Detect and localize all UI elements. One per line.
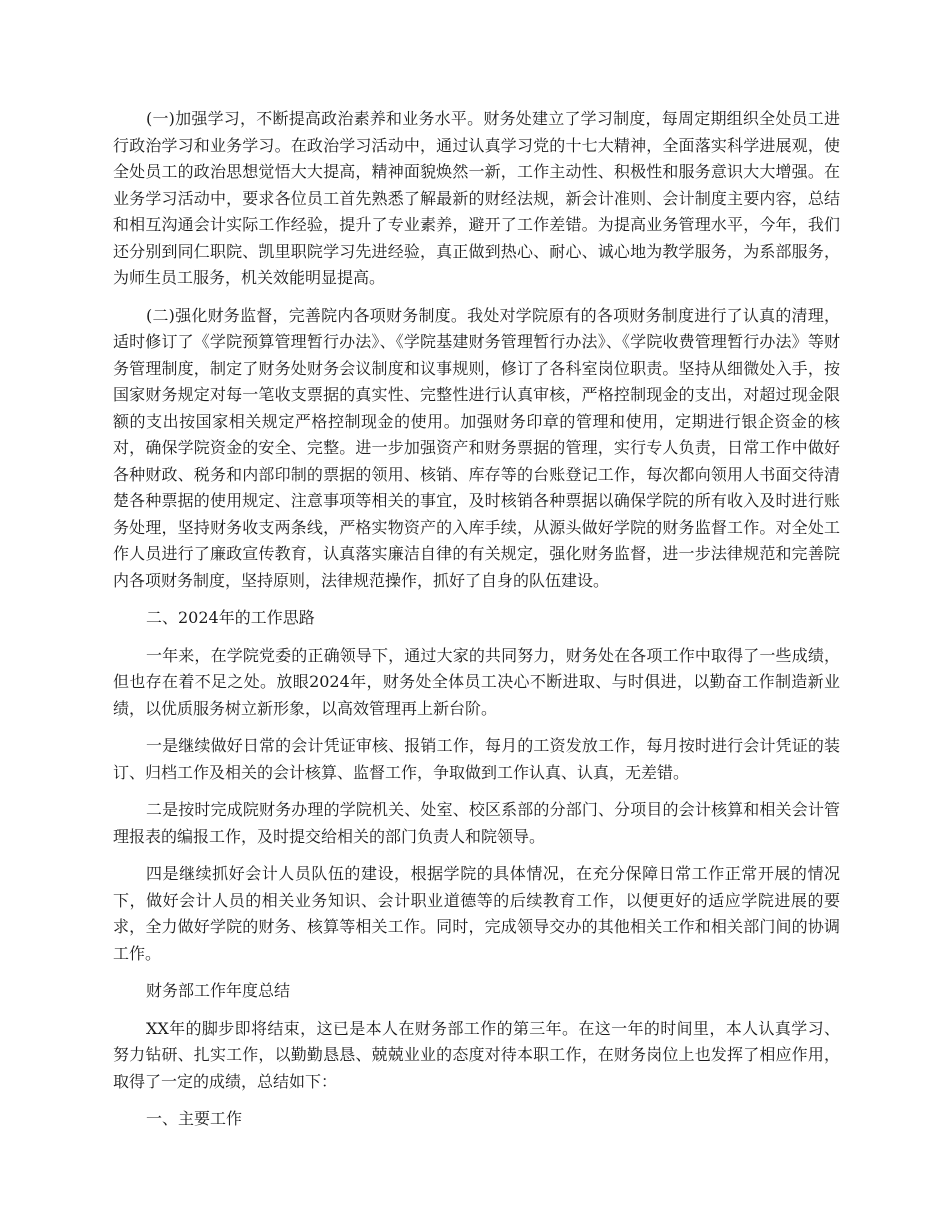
paragraph-summary-intro: XX年的脚步即将结束，这已是本人在财务部工作的第三年。在这一年的时间里，本人认真学习、努力钻研、扎实工作，以勤勤恳恳、兢兢业业的态度对待本职工作，在财务岗位上也发挥了相应作用，取得了一定的成绩，总结如下： [113, 1018, 840, 1091]
paragraph-point-one: 一是继续做好日常的会计凭证审核、报销工作，每月的工资发放工作，每月按时进行会计凭证的装订、归档工作及相关的会计核算、监督工作，争取做到工作认真、认真，无差错。 [113, 736, 840, 782]
heading-2024-work-ideas: 二、2024年的工作思路 [146, 608, 315, 627]
heading-main-work: 一、主要工作 [146, 1109, 243, 1128]
paragraph-strengthen-learning: (一)加强学习，不断提高政治素养和业务水平。财务处建立了学习制度，每周定期组织全处员工进行政治学习和业务学习。在政治学习活动中，通过认真学习党的十七大精神，全面落实科学进展观，使全处员工的政治思想觉悟大大提高，精神面貌焕然一新，工作主动性、积极性和服务意识大大增强。在业务学习活动中，要求各位员工首先熟悉了解最新的财经法规，新会计准则、会计制度主要内容，总结和相互沟通会计实际工作经验，提升了专业素养，避开了工作差错。为提高业务管理水平，今年，我们还分别到同仁职院、凯里职院学习先进经验，真正做到热心、耐心、诚心地为教学服务，为系部服务，为师生员工服务，机关效能明显提高。 [113, 109, 840, 287]
paragraph-point-two: 二是按时完成院财务办理的学院机关、处室、校区系部的分部门、分项目的会计核算和相关会计管理报表的编报工作，及时提交给相关的部门负责人和院领导。 [113, 800, 840, 846]
document-body [113, 106, 840, 1144]
paragraph-financial-supervision: (二)强化财务监督，完善院内各项财务制度。我处对学院原有的各项财务制度进行了认真的清理，适时修订了《学院预算管理暂行办法》、《学院基建财务管理暂行办法》、《学院收费管理暂行办法》等财务管理制度，制定了财务处财务会议制度和议事规则，修订了各科室岗位职责。坚持从细微处入手，按国家财务规定对每一笔收支票据的真实性、完整性进行认真审核，严格控制现金的支出，对超过现金限额的支出按国家相关规定严格控制现金的使用。加强财务印章的管理和使用，定期进行银企资金的核对，确保学院资金的安全、完整。进一步加强资产和财务票据的管理，实行专人负责，日常工作中做好各种财政、税务和内部印制的票据的领用、核销、库存等的台账登记工作，每次都向领用人书面交待清楚各种票据的使用规定、注意事项等相关的事宜，及时核销各种票据以确保学院的所有收入及时进行账务处理，坚持财务收支两条线，严格实物资产的入库手续，从源头做好学院的财务监督工作。对全处工作人员进行了廉政宣传教育，认真落实廉洁自律的有关规定，强化财务监督，进一步法律规范和完善院内各项财务制度，坚持原则，法律规范操作，抓好了自身的队伍建设。 [113, 305, 840, 590]
heading-annual-summary: 财务部工作年度总结 [146, 981, 291, 1000]
paragraph-year-review: 一年来，在学院党委的正确领导下，通过大家的共同努力，财务处在各项工作中取得了一些成绩，但也存在着不足之处。放眼2024年，财务处全体员工决心不断进取、与时俱进，以勤奋工作制造新业绩，以优质服务树立新形象，以高效管理再上新台阶。 [113, 645, 840, 718]
paragraph-point-four: 四是继续抓好会计人员队伍的建设，根据学院的具体情况，在充分保障日常工作正常开展的情况下，做好会计人员的相关业务知识、会计职业道德等的后续教育工作，以便更好的适应学院进展的要求，全力做好学院的财务、核算等相关工作。同时，完成领导交办的其他相关工作和相关部门间的协调工作。 [113, 864, 840, 963]
